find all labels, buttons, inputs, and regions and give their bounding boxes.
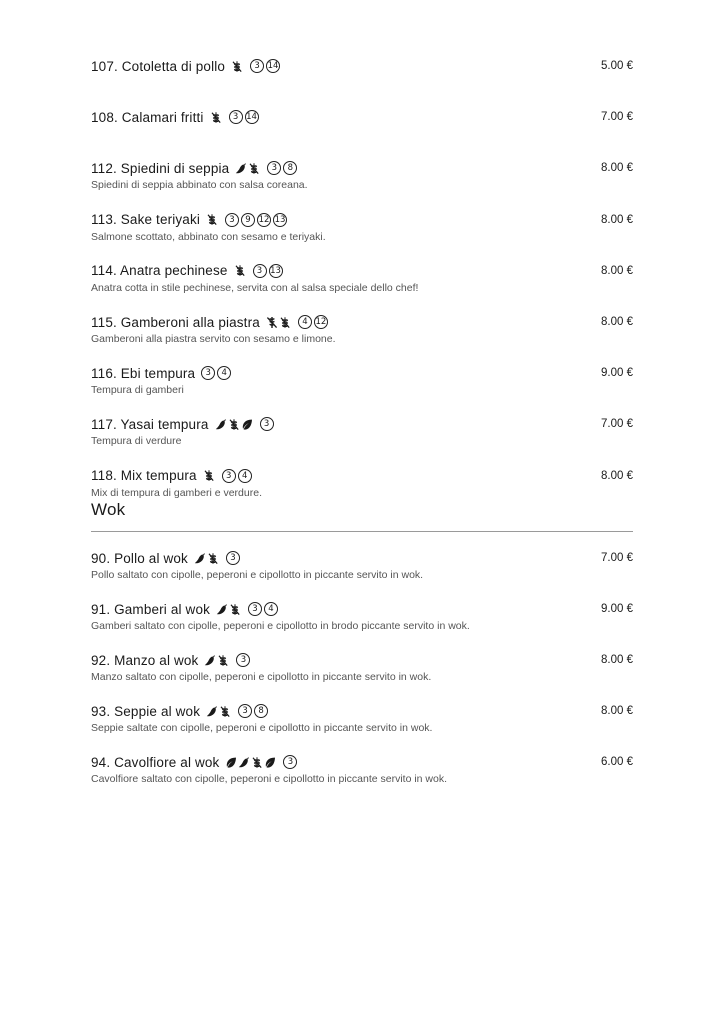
allergen-badge: 3 [225,213,239,227]
gluten-free-icon [217,654,230,667]
menu-item [91,107,633,151]
menu-item-name: 118. Mix tempura [91,468,197,484]
allergen-list [267,161,299,175]
menu-item-description: Pollo saltato con cipolle, peperoni e cipollotto in piccante servito in wok. [91,569,424,581]
dietary-icons [206,705,232,718]
dietary-icons [216,603,242,616]
allergen-list [225,213,289,227]
allergen-list [260,417,276,431]
menu-item [91,210,633,254]
dietary-icons [215,418,254,431]
menu-item [91,261,633,305]
dietary-icons [203,469,216,482]
menu-item-description: Tempura di gamberi [91,384,184,397]
dietary-icons [231,60,244,73]
gluten-free-icon [219,705,232,718]
dietary-icons [266,316,292,329]
allergen-list [229,110,261,124]
menu-item-price: 7.00 € [601,552,633,564]
gluten-free-icon [207,552,220,565]
menu-item-name: 116. Ebi tempura [91,365,196,381]
menu-item [91,650,633,694]
chili-pepper-icon [194,552,207,565]
menu-item [91,466,633,510]
menu-item-header [91,312,633,332]
menu-item-name: 94. Cavolfiore al wok [91,754,220,770]
menu-item-header [91,56,633,76]
gluten-free-icon [234,264,247,277]
menu-item [91,548,633,592]
allergen-badge: 3 [250,59,264,73]
menu-item-header [91,210,633,230]
gluten-free-icon [229,603,242,616]
menu-item-description: Tempura di verdure [91,435,182,448]
allergen-badge: 4 [264,602,278,616]
allergen-badge: 4 [238,469,252,483]
menu-item-header [91,363,633,383]
allergen-list [283,755,299,769]
allergen-badge: 3 [260,417,274,431]
dietary-icons [206,213,219,226]
allergen-list [226,551,242,565]
allergen-badge: 14 [267,61,279,71]
menu-item-name: 93. Seppie al wok [91,703,201,719]
leaf-icon [264,756,277,769]
menu-item-description: Anatra cotta in stile pechinese, servita con al salsa speciale dello chef! [91,281,419,294]
menu-item-name: 114. Anatra pechinese [91,263,228,279]
allergen-list [238,704,270,718]
allergen-badge: 3 [267,161,281,175]
allergen-badge: 3 [248,602,262,616]
menu-item-price: 6.00 € [601,756,633,768]
allergen-badge: 8 [283,161,297,175]
menu-item-header [91,414,633,434]
allergen-badge: 9 [241,213,255,227]
menu-item [91,363,633,407]
allergen-badge: 3 [236,653,250,667]
allergen-badge: 3 [283,755,297,769]
gluten-free-icon [231,60,244,73]
chili-pepper-icon [204,654,217,667]
menu-item-price: 8.00 € [601,469,633,482]
menu-item-price: 5.00 € [601,60,633,72]
menu-item-name: 108. Calamari fritti [91,109,204,125]
menu-item-description: Gamberi saltato con cipolle, peperoni e cipollotto in brodo piccante servito in wok. [91,620,470,632]
menu-item-name: 107. Cotoletta di pollo [91,58,226,74]
menu-item-name: 115. Gamberoni alla piastra [91,314,260,330]
allergen-badge: 3 [229,110,243,124]
menu-item-description: Salmone scottato, abbinato con sesamo e teriyaki. [91,230,326,243]
allergen-list [201,366,233,380]
allergen-list [250,59,282,73]
menu-item-price: 7.00 € [601,111,633,124]
allergen-badge: 13 [270,265,281,276]
allergen-badge: 13 [274,214,286,225]
leaf-icon [241,418,254,431]
allergen-badge: 12 [258,214,270,225]
menu-item-header [91,650,633,670]
chili-pepper-icon [206,705,219,718]
no-wheat-icon [266,316,279,329]
dietary-icons [234,264,247,277]
allergen-badge: 3 [201,366,215,380]
allergen-list [248,602,280,616]
section-title-wok: Wok [91,500,126,519]
menu-item-name: 92. Manzo al wok [91,652,199,668]
menu-item-price: 8.00 € [601,316,633,328]
gluten-free-icon [228,418,241,431]
gluten-free-icon [279,316,292,329]
gluten-free-icon [248,162,261,175]
allergen-badge: 4 [217,366,231,380]
menu-item-price: 8.00 € [601,162,633,175]
chili-pepper-icon [238,756,251,769]
menu-item-header [91,158,633,178]
allergen-list [236,653,252,667]
allergen-badge: 3 [222,469,236,483]
allergen-list [222,469,254,483]
dietary-icons [210,111,223,124]
menu-item-name: 117. Yasai tempura [91,416,209,432]
chili-pepper-icon [235,162,248,175]
menu-item-header [91,261,633,281]
dietary-icons [194,552,220,565]
menu-item [91,701,633,745]
gluten-free-icon [210,111,223,124]
allergen-list [298,315,330,329]
menu-item-price: 9.00 € [601,367,633,380]
section-divider [91,531,633,532]
menu-item [91,752,633,796]
allergen-badge: 3 [253,264,267,278]
menu-item-description: Spiedini di seppia abbinato con salsa coreana. [91,179,308,192]
menu-item-description: Seppie saltate con cipolle, peperoni e cipollotto in piccante servito in wok. [91,722,433,734]
allergen-badge: 8 [254,704,268,718]
menu-item-price: 9.00 € [601,603,633,615]
menu-item-header [91,466,633,486]
menu-item-description: Mix di tempura di gamberi e verdure. [91,486,262,499]
menu-item-header [91,548,633,568]
gluten-free-icon [251,756,264,769]
allergen-list [253,264,285,278]
menu-item-name: 112. Spiedini di seppia [91,160,230,176]
menu-item-price: 8.00 € [601,213,633,226]
menu-item [91,158,633,202]
menu-item [91,414,633,458]
menu-item-header [91,752,633,772]
gluten-free-icon [203,469,216,482]
allergen-badge: 3 [238,704,252,718]
leaf-icon [225,756,238,769]
menu-item-description: Gamberoni alla piastra servito con sesamo e limone. [91,333,336,345]
allergen-badge: 14 [246,112,257,123]
gluten-free-icon [206,213,219,226]
menu-item-header [91,599,633,619]
menu-item-price: 8.00 € [601,264,633,277]
menu-item-price: 7.00 € [601,418,633,431]
menu-item [91,599,633,643]
allergen-badge: 3 [226,551,240,565]
menu-item-header [91,107,633,127]
menu-item-name: 91. Gamberi al wok [91,601,210,617]
menu-item [91,312,633,356]
allergen-badge: 12 [315,317,327,327]
dietary-icons [204,654,230,667]
menu-item-name: 113. Sake teriyaki [91,212,201,228]
menu-item-description: Cavolfiore saltato con cipolle, peperoni e cipollotto in piccante servito in wok. [91,773,448,785]
menu-item-price: 8.00 € [601,654,633,666]
menu-item-price: 8.00 € [601,705,633,717]
menu-item-header [91,701,633,721]
allergen-badge: 4 [298,315,312,329]
dietary-icons [225,756,277,769]
menu-item-description: Manzo saltato con cipolle, peperoni e cipollotto in piccante servito in wok. [91,671,432,683]
chili-pepper-icon [215,418,228,431]
menu-item [91,56,633,100]
dietary-icons [235,162,261,175]
chili-pepper-icon [216,603,229,616]
menu-item-name: 90. Pollo al wok [91,550,188,566]
